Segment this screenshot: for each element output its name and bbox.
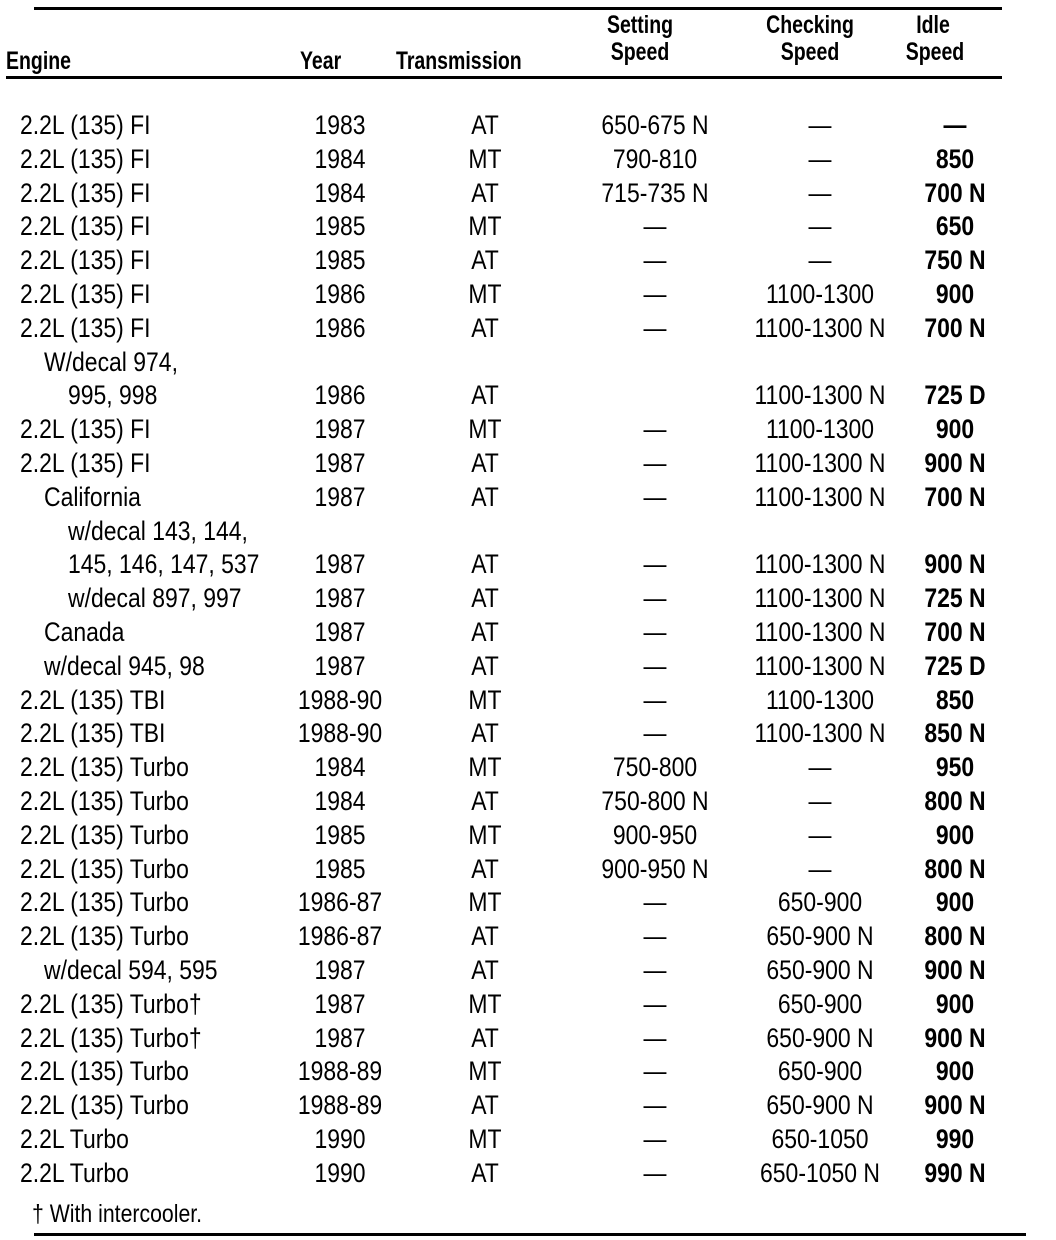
idle-speed-cell: 750 N (924, 245, 986, 276)
transmission-cell: AT (471, 245, 499, 276)
checking-speed-cell: 1100-1300 N (754, 380, 886, 411)
checking-speed-cell: — (808, 110, 832, 140)
setting-speed-cell: — (643, 1022, 667, 1053)
engine-cell: 2.2L (135) FI (20, 211, 151, 242)
setting-speed-cell: — (643, 211, 667, 242)
transmission-cell: MT (468, 143, 502, 174)
idle-speed-cell: 900 N (924, 549, 986, 580)
transmission-cell: AT (471, 110, 499, 140)
idle-speed-cell: — (943, 110, 967, 140)
engine-cell: w/decal 143, 144, (68, 515, 248, 546)
transmission-cell: AT (471, 549, 499, 580)
table-row (0, 649, 1056, 683)
checking-speed-cell: 1100-1300 (765, 684, 875, 715)
transmission-cell: MT (468, 1124, 502, 1154)
setting-speed-cell: — (643, 718, 667, 749)
header-idle-speed (905, 11, 965, 66)
idle-speed-cell: 850 N (924, 718, 986, 749)
year-cell: 1987 (314, 988, 366, 1019)
table-row (0, 581, 1056, 615)
setting-speed-cell: — (643, 448, 667, 478)
engine-cell: 2.2L (135) Turbo (20, 921, 189, 952)
year-cell: 1984 (314, 752, 366, 783)
engine-cell: 2.2L (135) FI (20, 448, 151, 478)
engine-cell: 2.2L (135) Turbo (20, 887, 189, 918)
table-row (0, 345, 1056, 379)
checking-speed-cell: — (808, 853, 832, 884)
transmission-cell: AT (471, 177, 499, 208)
checking-speed-cell: 650-900 (777, 887, 863, 918)
header-checking-line2: Speed (780, 38, 840, 66)
transmission-cell: AT (471, 583, 499, 614)
engine-cell: 2.2L (135) Turbo (20, 819, 189, 850)
header-checking-line1: Checking (766, 11, 854, 39)
engine-cell: 2.2L (135) Turbo (20, 1090, 189, 1121)
checking-speed-cell: — (808, 211, 832, 242)
header-rule (6, 76, 1002, 79)
table-row (0, 784, 1056, 818)
table-row (0, 480, 1056, 514)
setting-speed-cell: — (643, 549, 667, 580)
transmission-cell: AT (471, 921, 499, 952)
setting-speed-cell: — (643, 312, 667, 343)
table-row (0, 987, 1056, 1021)
idle-speed-cell: 700 N (924, 177, 986, 208)
idle-speed-cell: 900 (935, 819, 975, 850)
table-row (0, 243, 1056, 277)
idle-speed-cell: 900 (935, 887, 975, 918)
year-cell: 1984 (314, 143, 366, 174)
table-row (0, 1054, 1056, 1088)
year-cell: 1987 (314, 650, 366, 681)
engine-cell: w/decal 945, 98 (44, 650, 205, 681)
engine-cell: 2.2L (135) FI (20, 110, 151, 140)
engine-cell: w/decal 897, 997 (68, 583, 242, 614)
table-row (0, 953, 1056, 987)
engine-cell: 2.2L (135) FI (20, 143, 151, 174)
transmission-cell: AT (471, 617, 499, 647)
year-cell: 1984 (314, 177, 366, 208)
table-row (0, 852, 1056, 886)
transmission-cell: AT (471, 1090, 499, 1121)
engine-cell: W/decal 974, (44, 346, 178, 377)
bottom-rule (34, 1233, 1026, 1236)
idle-speed-cell: 900 (935, 279, 975, 309)
checking-speed-cell: 650-1050 (771, 1124, 869, 1154)
idle-speed-cell: 700 N (924, 312, 986, 343)
setting-speed-cell: — (643, 414, 667, 445)
engine-cell: 2.2L (135) Turbo (20, 853, 189, 884)
checking-speed-cell: — (808, 752, 832, 783)
checking-speed-cell: — (808, 819, 832, 850)
year-cell: 1983 (314, 110, 366, 140)
year-cell: 1984 (314, 786, 366, 816)
engine-cell: 2.2L (135) Turbo (20, 1056, 189, 1087)
engine-cell: 2.2L (135) FI (20, 312, 151, 343)
engine-cell: Canada (44, 617, 125, 647)
header-idle-line1: Idle (916, 11, 950, 39)
checking-speed-cell: 1100-1300 N (754, 312, 886, 343)
year-cell: 1986-87 (297, 921, 383, 952)
idle-speed-cell: 900 N (924, 1022, 986, 1053)
checking-speed-cell: 650-900 N (766, 1090, 874, 1121)
table-row (0, 818, 1056, 852)
setting-speed-cell: — (643, 583, 667, 614)
engine-cell: 2.2L (135) FI (20, 245, 151, 276)
setting-speed-cell: — (643, 887, 667, 918)
year-cell: 1986-87 (297, 887, 383, 918)
idle-speed-cell: 850 (935, 143, 975, 174)
table-row (0, 683, 1056, 717)
setting-speed-cell: 750-800 (612, 752, 698, 783)
transmission-cell: AT (471, 650, 499, 681)
transmission-cell: AT (471, 481, 499, 512)
header-setting-line1: Setting (606, 11, 674, 39)
header-checking-speed (759, 12, 860, 66)
year-cell: 1987 (314, 617, 366, 647)
checking-speed-cell: 650-900 N (766, 1022, 874, 1053)
checking-speed-cell: — (808, 786, 832, 816)
engine-cell: 2.2L Turbo (20, 1124, 129, 1154)
engine-cell: 2.2L (135) TBI (20, 684, 166, 715)
setting-speed-cell: 900-950 N (601, 853, 709, 884)
idle-speed-cell: 900 (935, 1056, 975, 1087)
idle-speed-cell: 900 (935, 988, 975, 1019)
table-row (0, 176, 1056, 210)
checking-speed-cell: 1100-1300 (765, 414, 875, 445)
transmission-cell: AT (471, 955, 499, 985)
transmission-cell: MT (468, 684, 502, 715)
idle-speed-cell: 900 N (924, 1090, 986, 1121)
top-rule (34, 7, 1002, 10)
year-cell: 1987 (314, 448, 366, 478)
setting-speed-cell: — (643, 921, 667, 952)
setting-speed-cell: — (643, 684, 667, 715)
year-cell: 1990 (314, 1157, 366, 1188)
checking-speed-cell: 1100-1300 N (754, 583, 886, 614)
table-row (0, 446, 1056, 480)
setting-speed-cell: — (643, 279, 667, 309)
idle-speed-cell: 800 N (924, 786, 986, 816)
year-cell: 1988-90 (297, 718, 383, 749)
engine-cell: 2.2L (135) Turbo† (20, 988, 202, 1019)
table-row (0, 1122, 1056, 1156)
year-cell: 1985 (314, 819, 366, 850)
year-cell: 1987 (314, 414, 366, 445)
table-row (0, 716, 1056, 750)
checking-speed-cell: 1100-1300 N (754, 617, 886, 647)
engine-cell: 2.2L (135) Turbo† (20, 1022, 202, 1053)
setting-speed-cell: — (643, 650, 667, 681)
idle-speed-cell: 990 (935, 1124, 975, 1154)
year-cell: 1985 (314, 245, 366, 276)
year-cell: 1986 (314, 312, 366, 343)
table-row (0, 277, 1056, 311)
setting-speed-cell: — (643, 955, 667, 985)
year-cell: 1987 (314, 549, 366, 580)
transmission-cell: AT (471, 718, 499, 749)
transmission-cell: MT (468, 414, 502, 445)
engine-cell: 995, 998 (68, 380, 158, 411)
idle-speed-cell: 900 N (924, 955, 986, 985)
transmission-cell: MT (468, 887, 502, 918)
footnote: † With intercooler. (32, 1200, 203, 1228)
checking-speed-cell: 1100-1300 N (754, 650, 886, 681)
year-cell: 1985 (314, 211, 366, 242)
transmission-cell: AT (471, 1157, 499, 1188)
checking-speed-cell: 650-900 N (766, 921, 874, 952)
idle-speed-cell: 990 N (924, 1157, 986, 1188)
checking-speed-cell: 650-1050 N (760, 1157, 880, 1188)
header-idle-line2: Speed (905, 38, 965, 66)
checking-speed-cell: 1100-1300 N (754, 718, 886, 749)
idle-speed-cell: 700 N (924, 481, 986, 512)
table-row (0, 1021, 1056, 1055)
year-cell: 1988-90 (297, 684, 383, 715)
idle-speed-cell: 725 N (924, 583, 986, 614)
checking-speed-cell: 650-900 N (766, 955, 874, 985)
transmission-cell: MT (468, 752, 502, 783)
transmission-cell: MT (468, 211, 502, 242)
checking-speed-cell: — (808, 143, 832, 174)
idle-speed-cell: 650 (935, 211, 975, 242)
setting-speed-cell: 750-800 N (601, 786, 709, 816)
engine-cell: California (44, 481, 141, 512)
engine-cell: 2.2L (135) FI (20, 414, 151, 445)
header-year: Year (300, 47, 342, 75)
checking-speed-cell: — (808, 245, 832, 276)
table-row (0, 547, 1056, 581)
checking-speed-cell: 1100-1300 N (754, 448, 886, 478)
transmission-cell: AT (471, 853, 499, 884)
header-setting-line2: Speed (610, 38, 670, 66)
engine-cell: 2.2L (135) Turbo (20, 786, 189, 816)
idle-speed-cell: 900 (935, 414, 975, 445)
year-cell: 1987 (314, 955, 366, 985)
transmission-cell: AT (471, 312, 499, 343)
transmission-cell: MT (468, 819, 502, 850)
idle-speed-cell: 800 N (924, 921, 986, 952)
table-row (0, 615, 1056, 649)
idle-speed-cell: 725 D (924, 380, 986, 411)
engine-cell: 2.2L (135) FI (20, 177, 151, 208)
year-cell: 1987 (314, 1022, 366, 1053)
idle-speed-cell: 725 D (924, 650, 986, 681)
table-row (0, 750, 1056, 784)
header-engine: Engine (6, 47, 72, 75)
table-row (0, 311, 1056, 345)
checking-speed-cell: 650-900 (777, 988, 863, 1019)
header-setting-speed (601, 12, 679, 66)
transmission-cell: AT (471, 448, 499, 478)
year-cell: 1988-89 (297, 1056, 383, 1087)
engine-cell: 2.2L Turbo (20, 1157, 129, 1188)
transmission-cell: MT (468, 1056, 502, 1087)
checking-speed-cell: 650-900 (777, 1056, 863, 1087)
setting-speed-cell: — (643, 617, 667, 647)
engine-cell: 145, 146, 147, 537 (68, 549, 260, 580)
year-cell: 1987 (314, 583, 366, 614)
checking-speed-cell: 1100-1300 N (754, 481, 886, 512)
transmission-cell: MT (468, 988, 502, 1019)
setting-speed-cell: 900-950 (612, 819, 698, 850)
year-cell: 1988-89 (297, 1090, 383, 1121)
idle-speed-cell: 700 N (924, 617, 986, 647)
setting-speed-cell: 790-810 (612, 143, 698, 174)
year-cell: 1987 (314, 481, 366, 512)
checking-speed-cell: 1100-1300 N (754, 549, 886, 580)
transmission-cell: AT (471, 786, 499, 816)
setting-speed-cell: — (643, 1056, 667, 1087)
checking-speed-cell: — (808, 177, 832, 208)
engine-cell: 2.2L (135) TBI (20, 718, 166, 749)
year-cell: 1986 (314, 380, 366, 411)
idle-speed-cell: 800 N (924, 853, 986, 884)
idle-speed-cell: 950 (935, 752, 975, 783)
setting-speed-cell: — (643, 988, 667, 1019)
table-row (0, 514, 1056, 548)
setting-speed-cell: — (643, 1157, 667, 1188)
idle-speed-cell: 850 (935, 684, 975, 715)
table-row (0, 412, 1056, 446)
setting-speed-cell: — (643, 1124, 667, 1154)
table-row (0, 142, 1056, 176)
table-row (0, 1156, 1056, 1190)
engine-cell: w/decal 594, 595 (44, 955, 218, 985)
transmission-cell: MT (468, 279, 502, 309)
header-transmission: Transmission (396, 47, 522, 75)
setting-speed-cell: — (643, 1090, 667, 1121)
idle-speed-cell: 900 N (924, 448, 986, 478)
year-cell: 1986 (314, 279, 366, 309)
table-row (0, 885, 1056, 919)
table-row (0, 209, 1056, 243)
transmission-cell: AT (471, 380, 499, 411)
checking-speed-cell: 1100-1300 (765, 279, 875, 309)
transmission-cell: AT (471, 1022, 499, 1053)
setting-speed-cell: — (643, 481, 667, 512)
table-row (0, 1088, 1056, 1122)
setting-speed-cell: 650-675 N (601, 110, 709, 140)
table-row (0, 919, 1056, 953)
table-row (0, 378, 1056, 412)
setting-speed-cell: — (643, 245, 667, 276)
setting-speed-cell: 715-735 N (601, 177, 709, 208)
year-cell: 1990 (314, 1124, 366, 1154)
engine-cell: 2.2L (135) FI (20, 279, 151, 309)
table-row (0, 108, 1056, 142)
year-cell: 1985 (314, 853, 366, 884)
engine-cell: 2.2L (135) Turbo (20, 752, 189, 783)
